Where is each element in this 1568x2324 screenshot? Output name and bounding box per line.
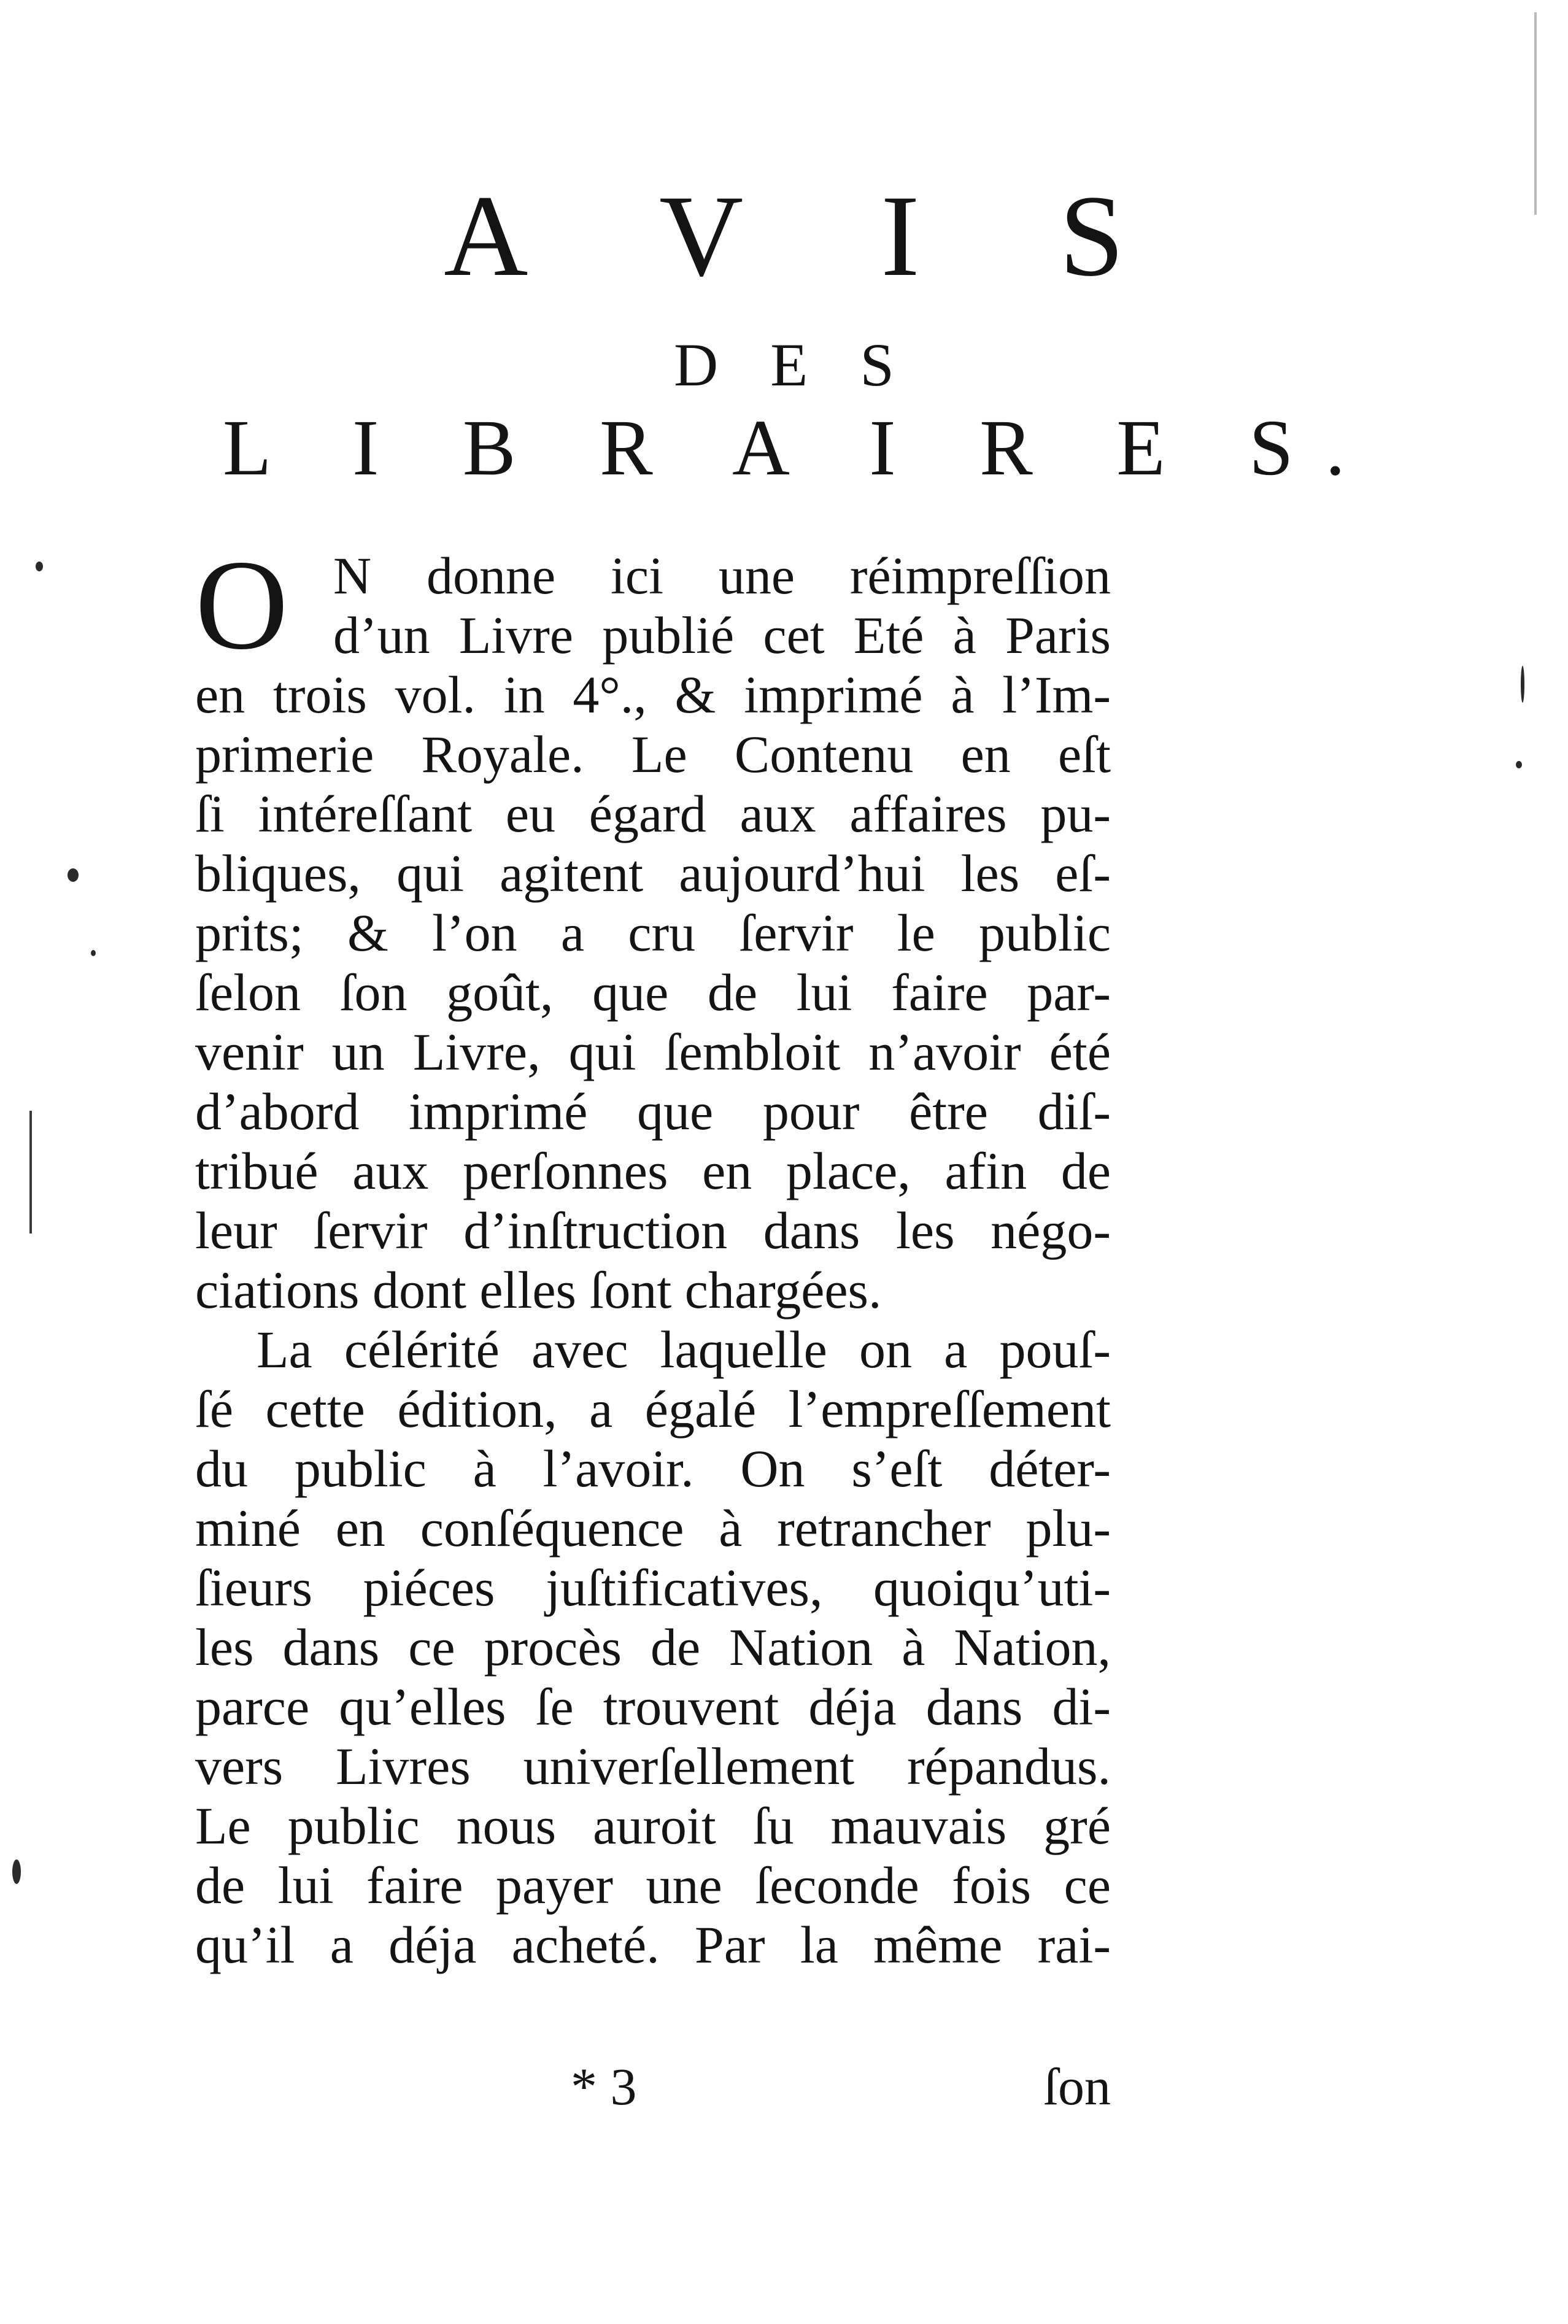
text-line: venir un Livre, qui ſembloit n’avoir été xyxy=(195,1022,1111,1081)
scan-speck xyxy=(36,562,43,571)
text-line: ſieurs piéces juſtificatives, quoiqu’uti- xyxy=(195,1558,1111,1617)
page-title-second-line: L I B R A I R E S. xyxy=(222,404,1378,492)
text-line: ciations dont elles ſont chargées. xyxy=(195,1260,882,1319)
margin-mark xyxy=(29,1111,32,1233)
text-line: prits; & l’on a cru ſervir le public xyxy=(195,903,1111,962)
scan-speck xyxy=(91,950,96,956)
text-line: qu’il a déja acheté. Par la même rai- xyxy=(195,1915,1111,1974)
signature-mark: * 3 xyxy=(571,2057,637,2116)
drop-capital: O xyxy=(195,534,288,676)
text-line: d’abord imprimé que pour être diſ- xyxy=(195,1082,1111,1141)
text-line: N donne ici une réimpreſſion xyxy=(333,546,1111,605)
text-line: vers Livres univerſellement répandus. xyxy=(195,1737,1111,1796)
text-line: de lui faire payer une ſeconde fois ce xyxy=(195,1856,1111,1915)
margin-mark xyxy=(1534,12,1537,215)
text-line: bliques, qui agitent aujourd’hui les eſ- xyxy=(195,844,1111,903)
body-text xyxy=(195,534,1111,1975)
text-line: Le public nous auroit ſu mauvais gré xyxy=(195,1796,1111,1855)
text-line: miné en conſéquence à retrancher plu- xyxy=(195,1499,1111,1558)
page-subtitle: D E S xyxy=(674,331,913,399)
text-line: ſi intéreſſant eu égard aux affaires pu- xyxy=(195,784,1111,843)
scan-speck xyxy=(1516,761,1522,768)
text-line: parce qu’elles ſe trouvent déja dans di- xyxy=(195,1677,1111,1736)
text-line: les dans ce procès de Nation à Nation, xyxy=(195,1618,1111,1677)
text-line: d’un Livre publié cet Eté à Paris xyxy=(333,606,1111,665)
scan-speck xyxy=(1521,666,1524,703)
scan-speck xyxy=(12,1859,21,1884)
catchword: ſon xyxy=(1043,2057,1111,2116)
scan-speck xyxy=(68,868,79,882)
text-line: ſelon ſon goût, que de lui faire par- xyxy=(195,963,1111,1022)
text-line: ſé cette édition, a égalé l’empreſſement xyxy=(195,1380,1111,1438)
text-line: en trois vol. in 4°., & imprimé à l’Im- xyxy=(195,665,1111,724)
text-line: leur ſervir d’inſtruction dans les négo- xyxy=(195,1201,1111,1260)
text-line: La célérité avec laquelle on a pouſ- xyxy=(257,1320,1111,1379)
text-line: du public à l’avoir. On s’eſt déter- xyxy=(195,1439,1111,1498)
page-title: A V I S xyxy=(444,172,1180,301)
text-line: tribué aux perſonnes en place, afin de xyxy=(195,1141,1111,1200)
text-line: primerie Royale. Le Contenu en eſt xyxy=(195,725,1111,784)
